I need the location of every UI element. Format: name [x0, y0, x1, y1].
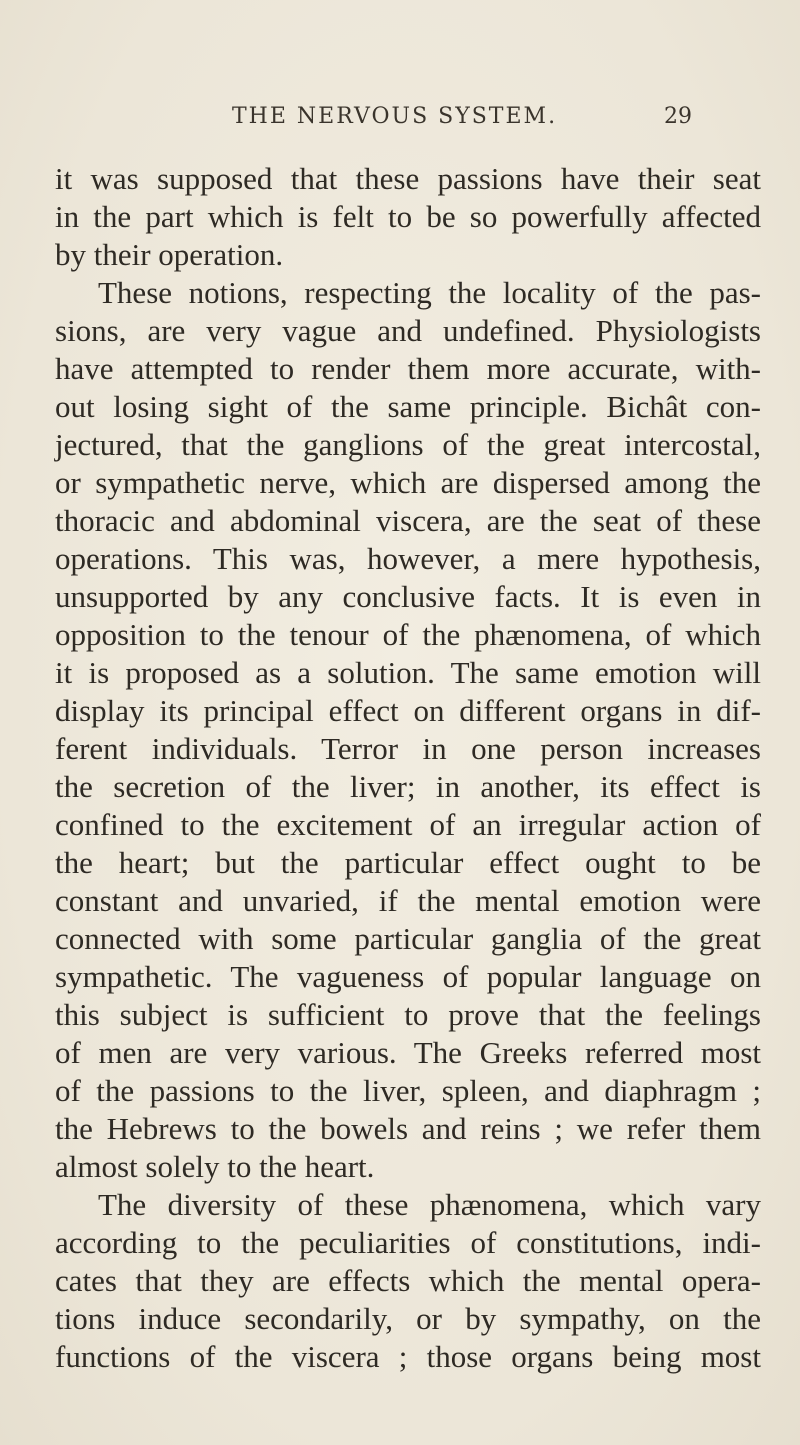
text-line: almost solely to the heart. [55, 1149, 375, 1184]
text-line: confined to the excitement of an irregular action of [55, 807, 761, 842]
text-line: operations. This was, however, a mere hypothesis, [55, 541, 761, 576]
page-number: 29 [664, 104, 692, 129]
text-line: thoracic and abdominal viscera, are the seat of these [55, 503, 761, 538]
text-line: sympathetic. The vagueness of popular language on [55, 959, 761, 994]
text-line: ferent individuals. Terror in one person increases [55, 731, 761, 766]
text-line: The diversity of these phænomena, which vary [98, 1187, 761, 1222]
text-line: the Hebrews to the bowels and reins ; we refer them [55, 1111, 761, 1146]
text-line: have attempted to render them more accurate, with- [55, 351, 761, 386]
text-line: jectured, that the ganglions of the great intercostal, [55, 427, 761, 462]
text-line: functions of the viscera ; those organs being most [55, 1339, 761, 1374]
text-line: These notions, respecting the locality of the pas- [98, 275, 761, 310]
text-line: by their operation. [55, 237, 284, 272]
text-line: it was supposed that these passions have their seat [55, 161, 761, 196]
text-line: according to the peculiarities of constitutions, indi- [55, 1225, 761, 1260]
text-line: this subject is sufficient to prove that the feelings [55, 997, 761, 1032]
text-line: it is proposed as a solution. The same emotion will [55, 655, 761, 690]
text-line: constant and unvaried, if the mental emotion were [55, 883, 761, 918]
text-line: of the passions to the liver, spleen, and diaphragm ; [55, 1073, 761, 1108]
text-line: connected with some particular ganglia of the great [55, 921, 761, 956]
text-line: opposition to the tenour of the phænomena, of which [55, 617, 761, 652]
text-line: the heart; but the particular effect ought to be [55, 845, 761, 880]
running-title: THE NERVOUS SYSTEM. [232, 104, 558, 129]
text-line: of men are very various. The Greeks referred most [55, 1035, 761, 1070]
text-line: display its principal effect on different organs in dif- [55, 693, 761, 728]
text-line: the secretion of the liver; in another, its effect is [55, 769, 761, 804]
text-line: out losing sight of the same principle. Bichât con- [55, 389, 761, 424]
text-line: tions induce secondarily, or by sympathy, on the [55, 1301, 761, 1336]
text-line: in the part which is felt to be so powerfully affected [55, 199, 761, 234]
text-line: sions, are very vague and undefined. Physiologists [55, 313, 761, 348]
text-line: cates that they are effects which the mental opera- [55, 1263, 761, 1298]
text-line: or sympathetic nerve, which are dispersed among the [55, 465, 761, 500]
text-line: unsupported by any conclusive facts. It is even in [55, 579, 761, 614]
running-head [0, 104, 800, 134]
